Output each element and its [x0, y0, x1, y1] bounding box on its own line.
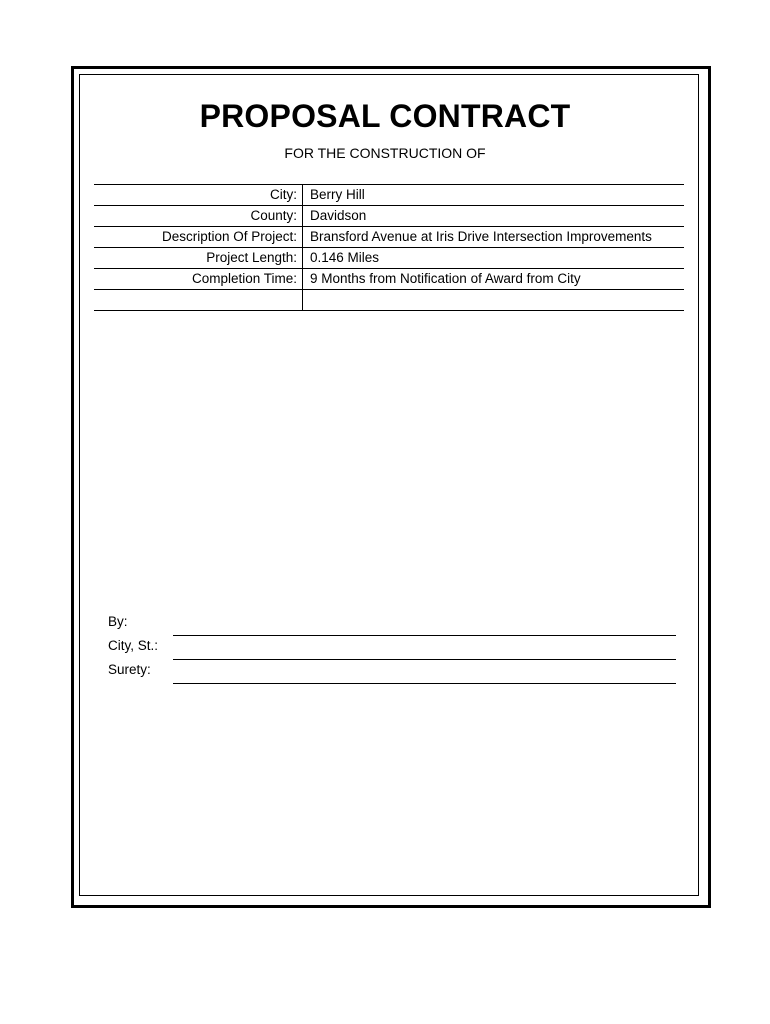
- project-info-table: [94, 184, 684, 311]
- completion-time-value: 9 Months from Notification of Award from City: [303, 269, 685, 290]
- table-row: [94, 269, 684, 290]
- project-length-label: Project Length:: [94, 248, 303, 269]
- surety-label: Surety:: [108, 662, 151, 677]
- county-label: County:: [94, 206, 303, 227]
- table-row: [94, 290, 684, 311]
- table-row: [94, 248, 684, 269]
- city-value: Berry Hill: [303, 185, 685, 206]
- by-label: By:: [108, 614, 128, 629]
- city-st-line: [173, 659, 676, 660]
- county-value: Davidson: [303, 206, 685, 227]
- by-line: [173, 635, 676, 636]
- surety-line: [173, 683, 676, 684]
- table-row: [94, 227, 684, 248]
- city-label: City:: [94, 185, 303, 206]
- table-row: [94, 185, 684, 206]
- city-st-label: City, St.:: [108, 638, 159, 653]
- empty-label: [94, 290, 303, 311]
- completion-time-label: Completion Time:: [94, 269, 303, 290]
- project-length-value: 0.146 Miles: [303, 248, 685, 269]
- document-subtitle: FOR THE CONSTRUCTION OF: [284, 145, 486, 161]
- document-title: PROPOSAL CONTRACT: [199, 98, 571, 134]
- description-label: Description Of Project:: [94, 227, 303, 248]
- empty-value: [303, 290, 685, 311]
- description-value: Bransford Avenue at Iris Drive Intersection Improvements: [303, 227, 685, 248]
- table-row: [94, 206, 684, 227]
